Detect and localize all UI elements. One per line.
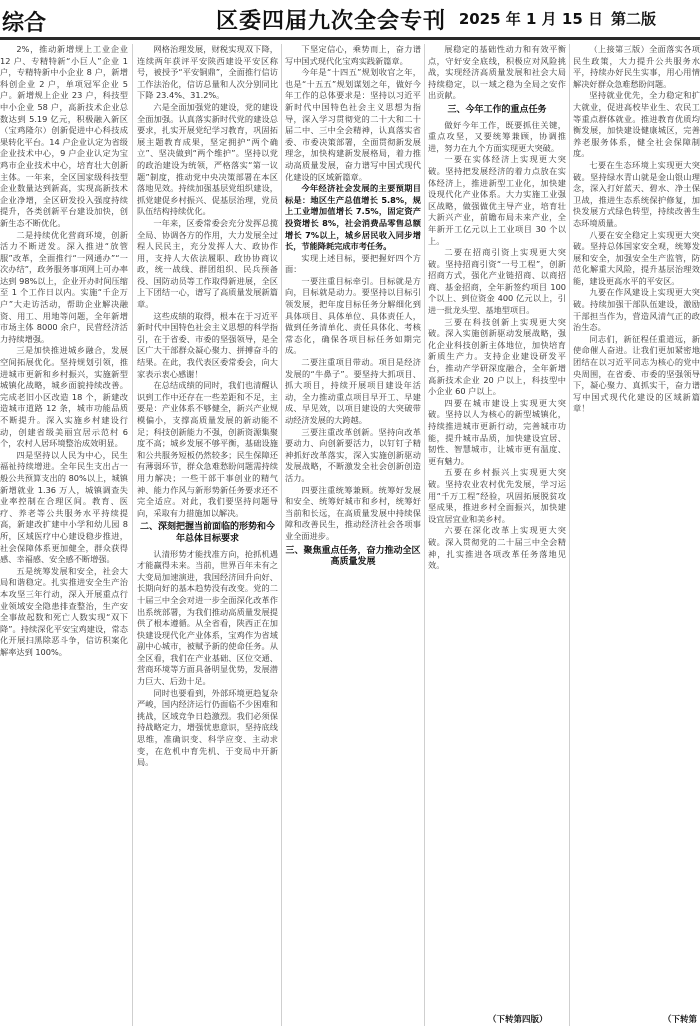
paragraph: 网格治理发展，财税实现双下降，连续两年获评平安陕西建设平安区称号，被授予“平安铜鼎”，全面推行信访工作法治化，信访总量和人次分别同比下降 23.4%、31.2%。 (137, 44, 278, 101)
page-number: 第二版 (610, 10, 656, 28)
paragraph: 五要在乡村振兴上实现更大突破。坚持农业农村优先发展，学习运用“千万工程”经验，巩固拓展脱贫攻坚成果，推进乡村全面振兴，加快建设宜居宜业和美乡村。 (428, 467, 566, 524)
paragraph: 六要在深化改革上实现更大突破。深入贯彻党的二十届三中全会精神，扎实推进各项改革任务落地见效。 (428, 525, 566, 571)
paragraph: （上接第三版）全面落实各项民生政策，大力提升公共服务水平，持续办好民生实事，用心用情解决好群众急难愁盼问题。 (573, 44, 700, 89)
paragraph: 认清形势才能找准方向，抢抓机遇才能赢得未来。当前，世界百年未有之大变局加速演进，我国经济回升向好、长期向好的基本趋势没有改变。党的二十届三中全会对进一步全面深化改革作出系统部署，为我们推动高质量发展提供了根本遵循。从全省看，陕西正在加快建设现代化产业体系，宝鸡作为省域副中心城市，被赋予新的使命任务。从全区看，我们在产业基础、区位交通、营商环境等方面具备明显优势，发展潜力巨大、后劲十足。 (137, 548, 278, 687)
paragraph: 四要注重统筹兼顾。统筹好发展和安全、统筹好城市和乡村，统筹好当前和长远，在高质量发展中持续保障和改善民生，推动经济社会各项事业全面进步。 (285, 484, 421, 541)
article-column-2 (137, 44, 278, 1026)
paragraph: 二要注重项目带动。项目是经济发展的“牛鼻子”。要坚持大抓项目、抓大项目，持续开展项目建设年活动，全力推动重点项目早开工、早建成、早见效，以项目建设的大突破带动经济发展的大跨越。 (285, 357, 421, 425)
article-column-4 (428, 44, 566, 1026)
paragraph: 展稳定的基础性动力和有效平衡点，守好安全底线，积极应对风险挑战，实现经济高质量发展和社会大局持续稳定，以一域之稳为全局之安作出贡献。 (428, 44, 566, 101)
paragraph: 六是全面加强党的建设，党的建设全面加强。认真落实新时代党的建设总要求，扎实开展党纪学习教育，巩固拓展主题教育成果，坚定拥护“两个确立”、坚决做到“两个维护”。坚持以党的政治建设为统领，严格落实“第一议题”制度，推动党中央决策部署在本区落地见效。持续加强基层党组织建设，抓党建促乡村振兴、促基层治理，党员队伍结构持续优化。 (137, 101, 278, 217)
paragraph: 二是持续优化营商环境，创新活力不断迸发。深入推进“放管服”改革，全面推行“一网通办”“一次办结”，政务服务事项网上可办率达到 98%以上，企业开办时间压缩至 1 个工作日以内。实施“千企万户”大走访活动，帮助企业解决融资、用工、用地等问题，全年新增市场主体 8000 余户，民营经济活力持续增强。 (0, 229, 128, 344)
continued-note: （下转第 (660, 1013, 697, 1025)
paragraph: 八要在安全稳定上实现更大突破。坚持总体国家安全观，统筹发展和安全，加强安全生产监管，防范化解重大风险，提升基层治理效能，建设更高水平的平安区。 (573, 229, 700, 286)
paragraph: 三要在科技创新上实现更大突破。深入实施创新驱动发展战略，强化企业科技创新主体地位，加快培育新质生产力。支持企业建设研发平台，推动产学研深度融合，全年新增高新技术企业 20 户以上，科技型中小企业 60 户以上。 (428, 316, 566, 397)
paragraph: 2%，推动新增规上工业企业 12 户、专精特新“小巨人”企业 1 户，专精特新中小企业 8 户，新增科创企业 2 户，单项冠军企业 5 户。新增规上企业 23 户，科技型中小企业 58 户，高新技术企业总数达到 5.19 亿元，积极融入新区（宝鸡隆尔）创新促进中心科技成果转化平台。14 户企业认定为省级企业技术中心，9 户企业认定为宝鸡市企业技术中心，培育壮大创新主体。一年来，全区国家级科技型企业数量达到新高，实现高新技术企业净增，全区研发投入强度持续提升，各类创新平台建设加快，创新生态不断优化。 (0, 44, 128, 228)
paragraph: 四是坚持以人民为中心，民生福祉持续增进。全年民生支出占一般公共预算支出的 80%以上，城镇新增就业 1.36 万人，城镇调查失业率控制在合理区间。教育、医疗、养老等公共服务水平持续提高，新建改扩建中小学和幼儿园 8 所，区域医疗中心建设稳步推进，社会保障体系更加健全，群众获得感、幸福感、安全感不断增强。 (0, 449, 128, 565)
article-column-5 (573, 44, 700, 1026)
paragraph: 四要在城市建设上实现更大突破。坚持以人为核心的新型城镇化，持续推进城市更新行动，完善城市功能，提升城市品质，加快建设宜居、韧性、智慧城市，让城市更有温度、更有魅力。 (428, 397, 566, 466)
paragraph: 这些成绩的取得，根本在于习近平新时代中国特色社会主义思想的科学指引，在于省委、市委的坚强领导，是全区广大干部群众凝心聚力、拼搏奋斗的结果。在此，我代表区委常委会，向大家表示衷心感谢！ (137, 310, 278, 379)
paragraph: 二要在招商引资上实现更大突破。坚持招商引资“一号工程”，创新招商方式，强化产业链招商、以商招商、基金招商，全年新签约项目 100 个以上、到位资金 400 亿元以上，引进一批龙头型、基地型项目。 (428, 247, 566, 316)
paragraph: 五是统筹发展和安全，社会大局和谐稳定。扎实推进安全生产治本攻坚三年行动，深入开展重点行业领域安全隐患排查整治，生产安全事故起数和死亡人数实现“双下降”。持续深化平安宝鸡建设，常态化开展扫黑除恶斗争，信访积案化解率达到 100%。 (0, 565, 128, 657)
column-divider (281, 44, 282, 1026)
banner-title: 区委四届九次全会专刊 (215, 8, 446, 34)
column-divider (424, 44, 425, 1026)
paragraph-targets: 今年经济社会发展的主要预期目标是：地区生产总值增长 5.8%，规上工业增加值增长 7.5%，固定资产投资增长 8%，社会消费品零售总额增长 7%以上，城乡居民收入同步增长，节能降耗完成市考任务。 (285, 183, 421, 252)
column-divider (569, 44, 570, 1026)
continued-note: （下转第四版） (485, 1013, 548, 1025)
paragraph: 同志们，新征程任重道远，新使命催人奋进。让我们更加紧密地团结在以习近平同志为核心的党中央周围，在省委、市委的坚强领导下，凝心聚力、真抓实干，奋力谱写中国式现代化建设的区域新篇章！ (573, 333, 700, 414)
issue-date: 2025 年 1 月 15 日 (458, 10, 603, 28)
paragraph: 一要在实体经济上实现更大突破。坚持把发展经济的着力点放在实体经济上，推进新型工业化，加快建设现代化产业体系。大力实施工业强区战略，做强做优主导产业，培育壮大新兴产业，前瞻布局未来产业，全年新开工亿元以上工业项目 30 个以上。 (428, 154, 566, 246)
section-heading: 三、聚焦重点任务，奋力推动全区高质量发展 (285, 545, 421, 568)
paragraph: 做好今年工作，既要抓住关键，重点攻坚，又要统筹兼顾，协调推进，努力在九个方面实现更大突破。 (428, 119, 566, 153)
paragraph: 三要注重改革创新。坚持向改革要动力、向创新要活力，以钉钉子精神抓好改革落实，深入实施创新驱动发展战略，不断激发全社会创新创造活力。 (285, 426, 421, 483)
column-divider (132, 44, 133, 1026)
paragraph: 九要在作风建设上实现更大突破。持续加强干部队伍建设，激励干部担当作为，营造风清气正的政治生态。 (573, 287, 700, 333)
dateline (451, 8, 656, 29)
paragraph: 一要注重目标牵引。目标就是方向，目标就是动力。要坚持以目标引领发展，把年度目标任务分解细化到具体项目、具体单位、具体责任人，做到任务清单化、责任具体化、考核常态化，确保各项目标任务如期完成。 (285, 275, 421, 356)
paragraph: 三是加快推进城乡融合，发展空间拓展优化。坚持规划引领，推进城市更新和乡村振兴，实施新型城镇化战略，城乡面貌持续改善。完成老旧小区改造 18 个，新建改造城市道路 12 条，城市功能品质不断提升。深入实施乡村建设行动，创建省级美丽宜居示范村 6 个，农村人居环境整治成效明显。 (0, 345, 128, 449)
section-name: 综合 (2, 11, 47, 36)
section-heading: 二、深刻把握当前面临的形势和今年总体目标要求 (139, 522, 275, 544)
article-column-3 (285, 44, 421, 1026)
article-column-1 (0, 44, 128, 1026)
paragraph: 同时也要看到，外部环境更趋复杂严峻，国内经济运行仍面临不少困难和挑战，区域竞争日趋激烈。我们必须保持战略定力，增强忧患意识，坚持底线思维，准确识变、科学应变、主动求变，在危机中育先机、于变局中开新局。 (137, 687, 278, 768)
paragraph: 下坚定信心，乘势而上，奋力谱写中国式现代化宝鸡实践新篇章。 (285, 44, 421, 66)
paragraph: 七要在生态环境上实现更大突破。坚持绿水青山就是金山银山理念，深入打好蓝天、碧水、净土保卫战，推进生态系统保护修复，加快发展方式绿色转型，持续改善生态环境质量。 (573, 159, 700, 228)
paragraph: 一年来，区委常委会充分发挥总揽全局、协调各方的作用，大力发展全过程人民民主，充分发挥人大、政协作用，支持人大依法履职、政协协商议政，统一战线、群团组织、民兵预备役、国防动员等工作取得新进展，全区上下团结一心，谱写了高质量发展新篇章。 (137, 217, 278, 310)
paragraph: 在总结成绩的同时，我们也清醒认识到工作中还存在一些差距和不足，主要是：产业体系不够健全，新兴产业规模偏小，支撑高质量发展的新动能不足；科技创新能力不强，创新资源集聚度不高；城乡发展不够平衡，基础设施和公共服务短板仍然较多；民生保障还有薄弱环节，群众急难愁盼问题需持续用力解决；一些干部干事创业的精气神、能力作风与新形势新任务要求还不完全适应。对此，我们要坚持问题导向，采取有力措施加以解决。 (137, 380, 278, 518)
paragraph: 坚持就业优先，全力稳定和扩大就业，促进高校毕业生、农民工等重点群体就业。推进教育优质均衡发展，加快建设健康城区，完善养老服务体系，健全社会保障制度。 (573, 90, 700, 159)
paragraph: 今年是“十四五”规划收官之年，也是“十五五”规划谋划之年，做好今年工作的总体要求是：坚持以习近平新时代中国特色社会主义思想为指导，深入学习贯彻党的二十大和二十届二中、三中全会精神，认真落实省委、市委决策部署，全面贯彻新发展理念，加快构建新发展格局，着力推动高质量发展，奋力谱写中国式现代化建设的区域新篇章。 (285, 67, 421, 182)
paragraph: 实现上述目标，要把握好四个方面： (285, 252, 421, 275)
masthead (0, 0, 700, 40)
section-heading: 三、今年工作的重点任务 (447, 104, 547, 115)
